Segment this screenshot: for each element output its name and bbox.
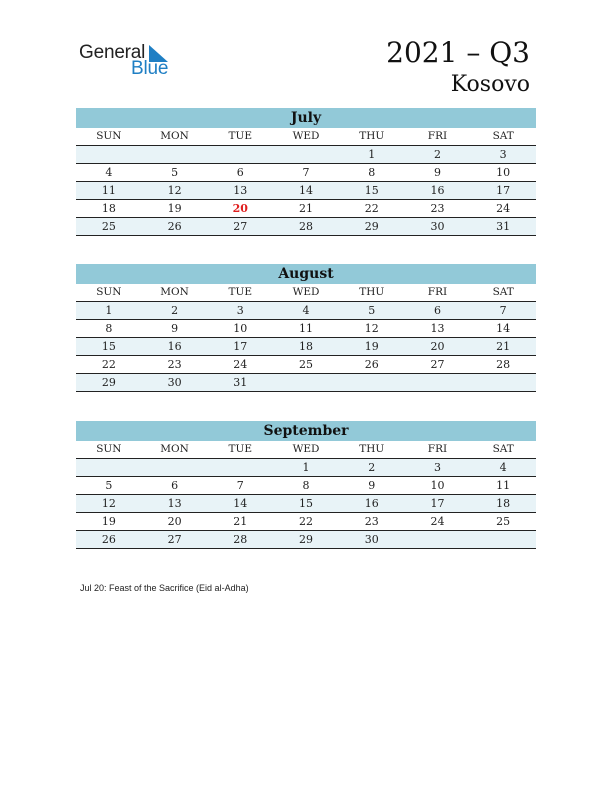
day-cell xyxy=(207,146,273,163)
weekday-label: THU xyxy=(359,130,385,142)
weekday-header-row xyxy=(76,284,536,302)
week-row xyxy=(76,495,536,513)
day-cell: 25 xyxy=(496,515,511,528)
day-cell: 6 xyxy=(171,479,179,492)
day-cell: 26 xyxy=(167,220,182,233)
day-cell: 7 xyxy=(236,479,244,492)
month-august xyxy=(76,264,536,392)
day-cell: 1 xyxy=(368,148,376,161)
day-cell: 24 xyxy=(233,358,248,371)
weekday-label: FRI xyxy=(427,130,448,142)
day-cell: 16 xyxy=(167,340,182,353)
weekday-label: FRI xyxy=(427,443,448,455)
day-cell xyxy=(207,459,273,476)
day-cell: 12 xyxy=(101,497,116,510)
day-cell: 31 xyxy=(496,220,511,233)
day-cell: 13 xyxy=(233,184,248,197)
weekday-label: MON xyxy=(160,286,189,298)
day-cell: 11 xyxy=(299,322,314,335)
day-cell: 13 xyxy=(430,322,445,335)
day-cell: 20 xyxy=(167,515,182,528)
weekday-label: SAT xyxy=(492,130,514,142)
day-cell: 22 xyxy=(364,202,379,215)
week-row xyxy=(76,513,536,531)
day-cell: 27 xyxy=(167,533,182,546)
week-row xyxy=(76,302,536,320)
day-cell: 25 xyxy=(101,220,116,233)
day-cell: 18 xyxy=(101,202,116,215)
day-cell: 5 xyxy=(368,304,376,317)
day-cell: 2 xyxy=(368,461,376,474)
weekday-label: MON xyxy=(160,130,189,142)
day-cell: 11 xyxy=(496,479,511,492)
day-cell: 10 xyxy=(233,322,248,335)
day-cell: 3 xyxy=(499,148,507,161)
week-row xyxy=(76,146,536,164)
page-subtitle: Kosovo xyxy=(450,72,530,97)
weekday-label: SUN xyxy=(96,443,122,455)
week-row xyxy=(76,218,536,236)
day-cell: 23 xyxy=(364,515,379,528)
weekday-label: WED xyxy=(292,286,320,298)
day-cell: 18 xyxy=(496,497,511,510)
week-row xyxy=(76,200,536,218)
day-cell: 4 xyxy=(302,304,310,317)
month-july xyxy=(76,108,536,236)
weekday-header-row xyxy=(76,441,536,459)
day-cell xyxy=(470,531,536,548)
weekday-label: THU xyxy=(359,443,385,455)
week-row xyxy=(76,374,536,392)
page-title: 2021 – Q3 xyxy=(386,36,530,69)
day-cell: 9 xyxy=(171,322,179,335)
day-cell: 3 xyxy=(236,304,244,317)
day-cell xyxy=(273,374,339,391)
day-cell: 10 xyxy=(430,479,445,492)
day-cell: 23 xyxy=(430,202,445,215)
day-cell: 18 xyxy=(299,340,314,353)
day-cell: 8 xyxy=(302,479,310,492)
day-cell xyxy=(470,374,536,391)
day-cell: 15 xyxy=(364,184,379,197)
day-cell: 16 xyxy=(430,184,445,197)
day-cell: 7 xyxy=(302,166,310,179)
day-cell: 22 xyxy=(299,515,314,528)
weekday-label: SUN xyxy=(96,130,122,142)
week-row xyxy=(76,459,536,477)
weekday-label: WED xyxy=(292,443,320,455)
day-cell: 9 xyxy=(368,479,376,492)
day-cell xyxy=(339,374,405,391)
week-row xyxy=(76,182,536,200)
month-header: July xyxy=(76,108,536,128)
day-cell: 13 xyxy=(167,497,182,510)
week-row xyxy=(76,338,536,356)
day-cell: 12 xyxy=(364,322,379,335)
day-cell: 8 xyxy=(368,166,376,179)
day-cell xyxy=(142,146,208,163)
day-cell: 26 xyxy=(364,358,379,371)
day-cell: 30 xyxy=(364,533,379,546)
week-row xyxy=(76,356,536,374)
day-cell: 27 xyxy=(430,358,445,371)
weekday-label: SAT xyxy=(492,286,514,298)
day-cell: 24 xyxy=(430,515,445,528)
week-row xyxy=(76,164,536,182)
day-cell: 29 xyxy=(364,220,379,233)
day-cell: 25 xyxy=(299,358,314,371)
day-cell xyxy=(405,531,471,548)
day-cell: 6 xyxy=(236,166,244,179)
day-cell: 19 xyxy=(167,202,182,215)
weekday-label: THU xyxy=(359,286,385,298)
day-cell: 30 xyxy=(430,220,445,233)
day-cell: 15 xyxy=(101,340,116,353)
day-cell xyxy=(76,146,142,163)
logo-text-blue: Blue xyxy=(131,58,169,79)
day-cell: 26 xyxy=(101,533,116,546)
day-cell: 5 xyxy=(171,166,179,179)
day-cell: 23 xyxy=(167,358,182,371)
day-cell: 3 xyxy=(433,461,441,474)
day-cell xyxy=(76,459,142,476)
day-cell: 28 xyxy=(233,533,248,546)
day-cell: 17 xyxy=(233,340,248,353)
day-cell: 5 xyxy=(105,479,113,492)
week-row xyxy=(76,531,536,549)
day-cell: 17 xyxy=(496,184,511,197)
day-cell xyxy=(142,459,208,476)
day-cell: 15 xyxy=(299,497,314,510)
day-cell xyxy=(273,146,339,163)
day-cell: 14 xyxy=(233,497,248,510)
day-cell: 14 xyxy=(496,322,511,335)
day-cell: 16 xyxy=(364,497,379,510)
day-cell: 1 xyxy=(105,304,113,317)
logo-text-general: General xyxy=(79,42,146,63)
day-cell: 24 xyxy=(496,202,511,215)
day-cell: 14 xyxy=(299,184,314,197)
month-header: August xyxy=(76,264,536,284)
day-cell: 12 xyxy=(167,184,182,197)
day-cell: 29 xyxy=(299,533,314,546)
weekday-label: FRI xyxy=(427,286,448,298)
day-cell: 2 xyxy=(171,304,179,317)
day-cell: 27 xyxy=(233,220,248,233)
day-cell: 8 xyxy=(105,322,113,335)
day-cell: 19 xyxy=(101,515,116,528)
day-cell: 10 xyxy=(496,166,511,179)
day-cell: 1 xyxy=(302,461,310,474)
month-header: September xyxy=(76,421,536,441)
day-cell: 4 xyxy=(105,166,113,179)
day-cell: 21 xyxy=(233,515,248,528)
day-cell: 29 xyxy=(101,376,116,389)
day-cell: 9 xyxy=(433,166,441,179)
day-cell: 28 xyxy=(496,358,511,371)
day-cell xyxy=(405,374,471,391)
month-september xyxy=(76,421,536,549)
day-cell: 30 xyxy=(167,376,182,389)
day-cell: 21 xyxy=(299,202,314,215)
day-cell: 31 xyxy=(233,376,248,389)
weekday-label: SAT xyxy=(492,443,514,455)
day-cell: 21 xyxy=(496,340,511,353)
weekday-label: SUN xyxy=(96,286,122,298)
day-cell: 20 xyxy=(430,340,445,353)
day-cell: 22 xyxy=(101,358,116,371)
day-cell: 17 xyxy=(430,497,445,510)
day-cell: 11 xyxy=(101,184,116,197)
day-cell: 7 xyxy=(499,304,507,317)
day-cell: 4 xyxy=(499,461,507,474)
weekday-label: TUE xyxy=(228,286,253,298)
brand-logo xyxy=(79,42,189,82)
weekday-header-row xyxy=(76,128,536,146)
weekday-label: TUE xyxy=(228,130,253,142)
holiday-day-cell: 20 xyxy=(232,202,248,215)
week-row xyxy=(76,320,536,338)
weekday-label: TUE xyxy=(228,443,253,455)
day-cell: 28 xyxy=(299,220,314,233)
day-cell: 6 xyxy=(433,304,441,317)
day-cell: 19 xyxy=(364,340,379,353)
week-row xyxy=(76,477,536,495)
weekday-label: WED xyxy=(292,130,320,142)
weekday-label: MON xyxy=(160,443,189,455)
day-cell: 2 xyxy=(433,148,441,161)
holiday-note: Jul 20: Feast of the Sacrifice (Eid al-Adha) xyxy=(80,583,249,593)
